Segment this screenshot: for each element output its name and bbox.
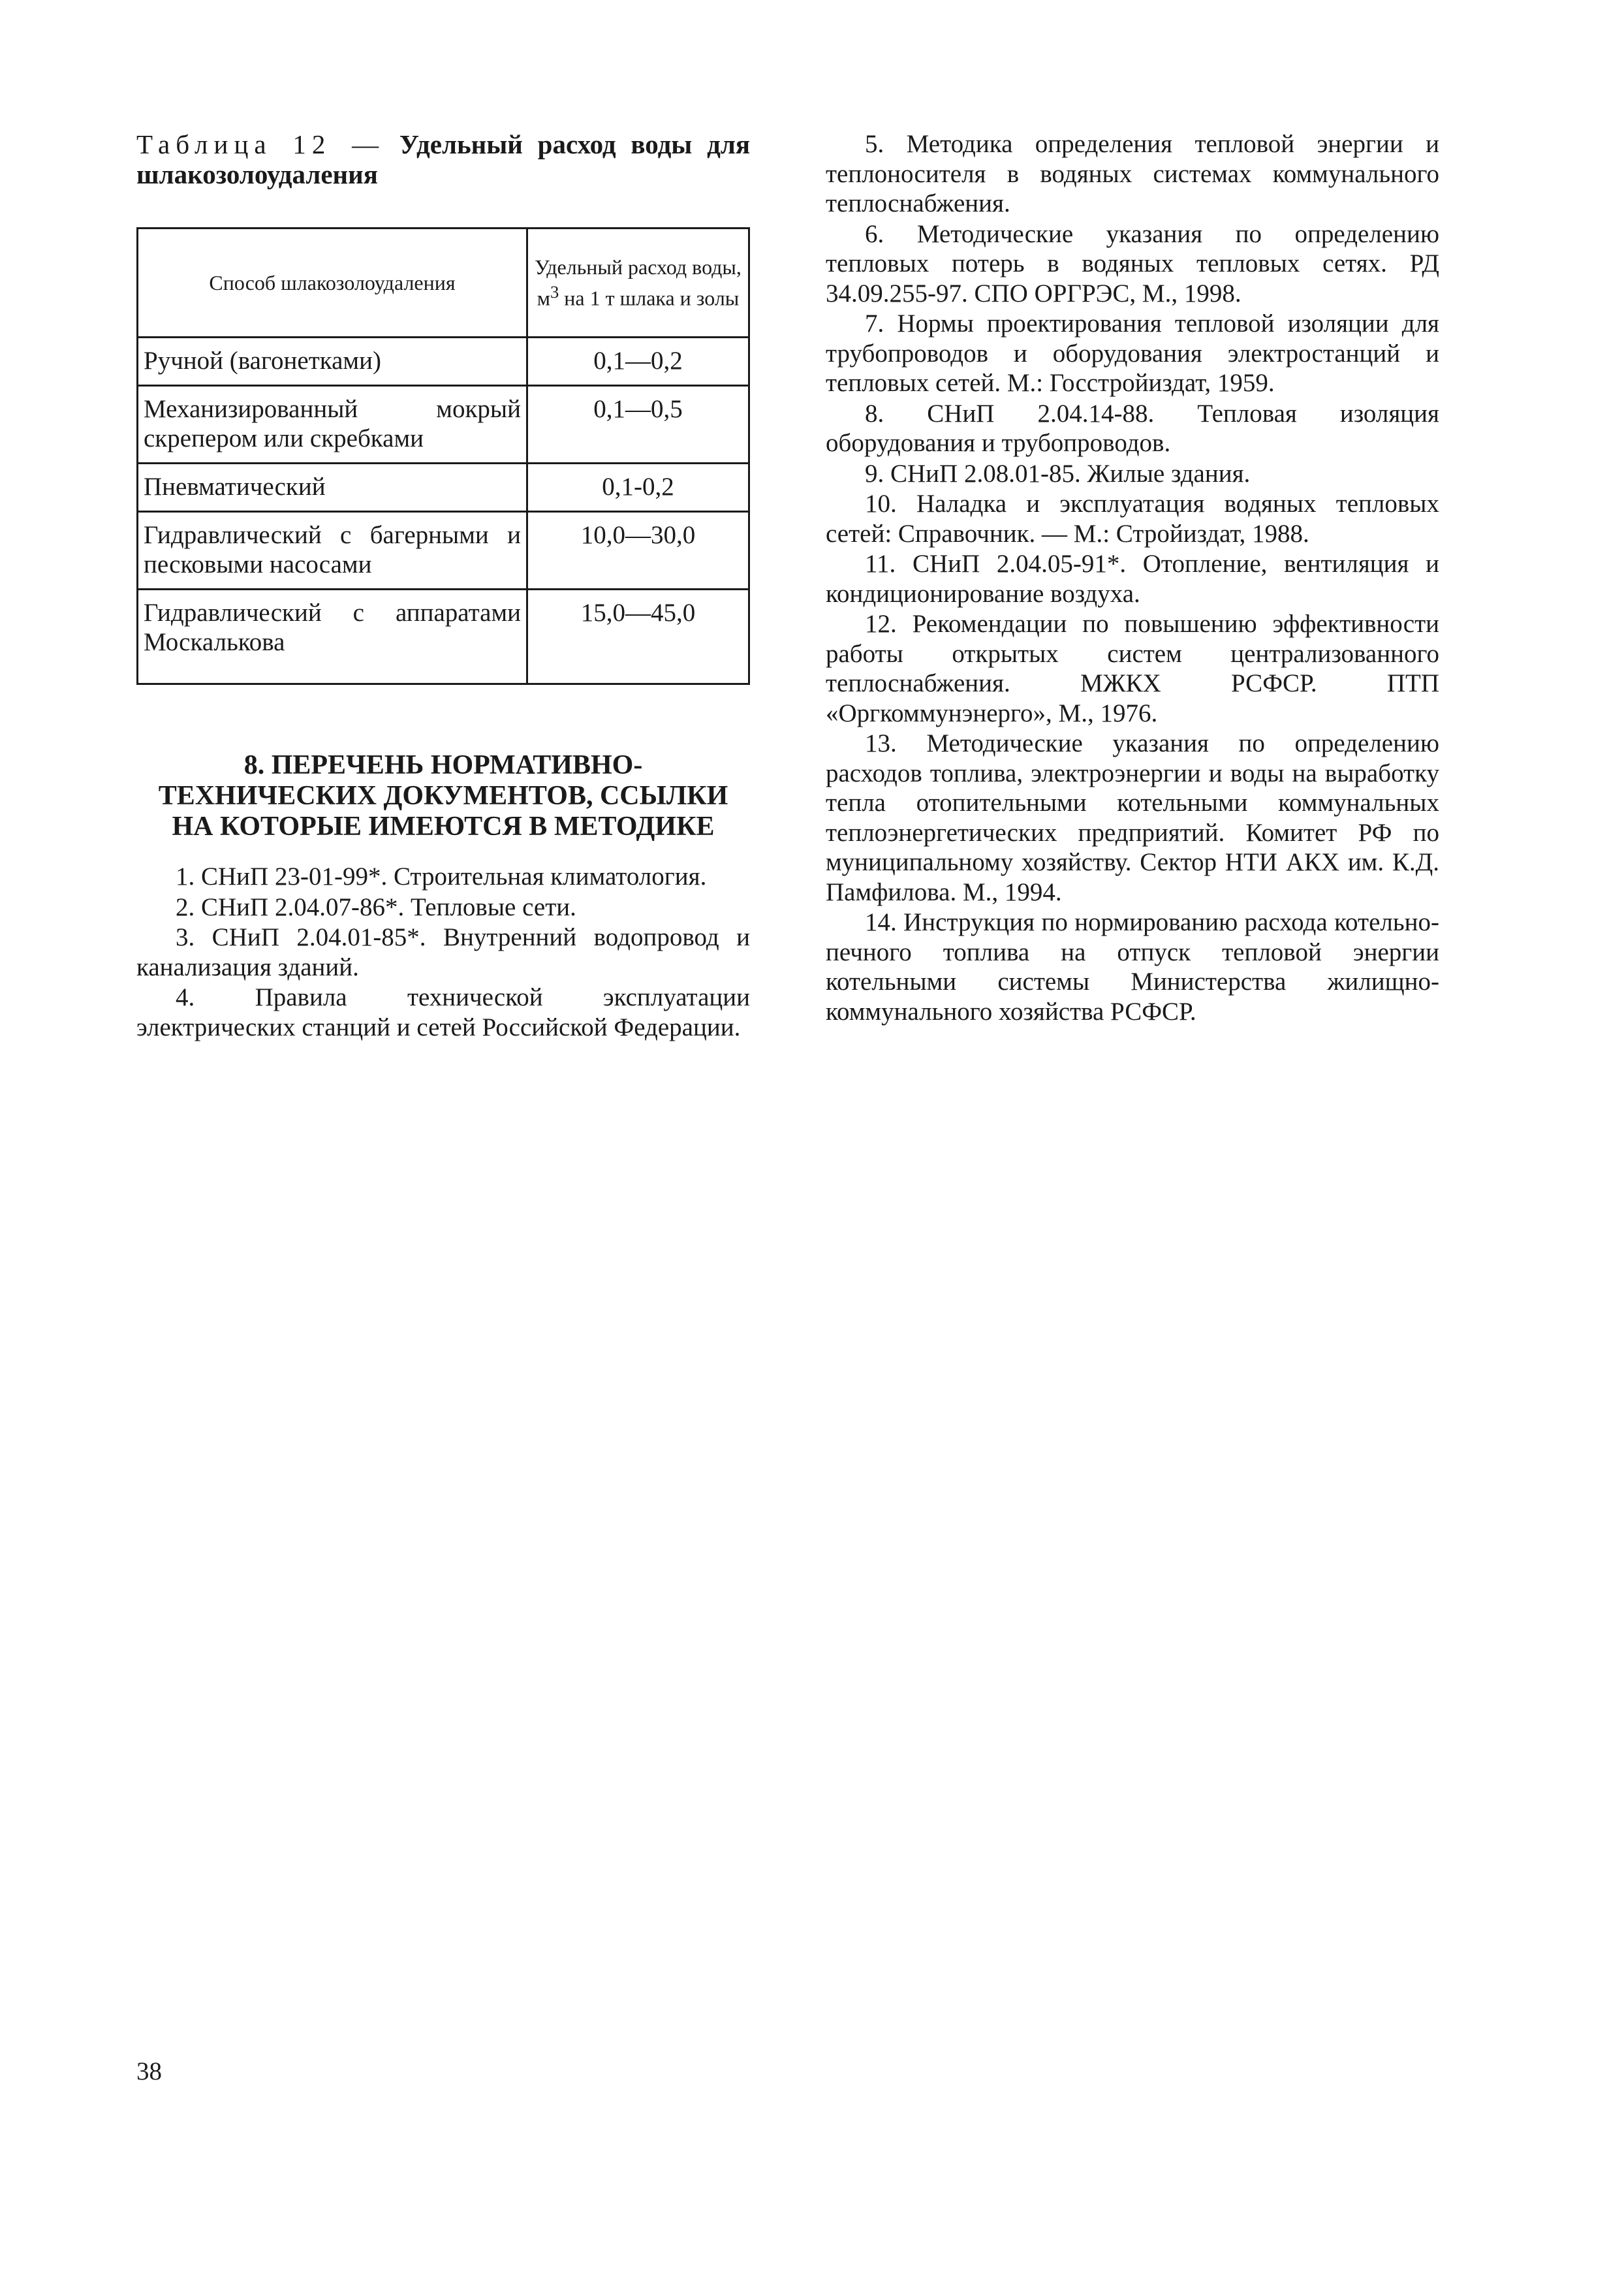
water-consumption-table — [136, 227, 750, 685]
table-header-consumption-text-2: на 1 т шлака и золы — [559, 286, 740, 310]
reference-item: 4. Правила технической эксплуатации электрических станций и сетей Российской Федерации. — [136, 983, 750, 1041]
table-cell-method: Механизированный мокрый скрепером или скребками — [138, 386, 527, 464]
reference-item: 6. Методические указания по определению тепловых потерь в водяных тепловых сетях. РД 34.09.255-97. СПО ОРГРЭС, М., 1998. — [826, 219, 1439, 308]
table-header-consumption-text: Удельный расход воды, м — [535, 255, 742, 310]
table-caption — [136, 129, 750, 189]
section-heading: 8. ПЕРЕЧЕНЬ НОРМАТИВНО-ТЕХНИЧЕСКИХ ДОКУМЕНТОВ, ССЫЛКИ НА КОТОРЫЕ ИМЕЮТСЯ В МЕТОДИКЕ — [158, 750, 728, 842]
table-header-row — [138, 229, 749, 338]
table-row — [138, 590, 749, 684]
reference-item: 11. СНиП 2.04.05-91*. Отопление, вентиляция и кондиционирование воздуха. — [826, 550, 1439, 608]
table-row — [138, 386, 749, 464]
table-cell-method: Гидравлический с аппаратами Москалькова — [138, 590, 527, 684]
table-caption-label: Таблица 12 — — [136, 129, 385, 159]
table-cell-value: 15,0—45,0 — [527, 590, 749, 684]
table-cell-value: 10,0—30,0 — [527, 512, 749, 590]
table-row — [138, 338, 749, 386]
table-cell-value: 0,1-0,2 — [527, 464, 749, 512]
reference-item: 8. СНиП 2.04.14-88. Тепловая изоляция оборудования и трубопроводов. — [826, 399, 1439, 457]
table-cell-method: Гидравлический с багерными и песковыми насосами — [138, 512, 527, 590]
reference-item: 2. СНиП 2.04.07-86*. Тепловые сети. — [176, 893, 576, 921]
page-number: 38 — [136, 2057, 162, 2085]
table-header-consumption — [527, 229, 749, 338]
table-header-consumption-sup: 3 — [550, 282, 559, 302]
table-row — [138, 512, 749, 590]
reference-item: 3. СНиП 2.04.01-85*. Внутренний водопровод и канализация зданий. — [136, 923, 750, 981]
table-caption-title: Удельный расход воды для шлакозолоудаления — [136, 129, 751, 189]
table-cell-value: 0,1—0,5 — [527, 386, 749, 464]
reference-item: 10. Наладка и эксплуатация водяных тепловых сетей: Справочник. — М.: Стройиздат, 1988. — [826, 490, 1439, 548]
table-cell-method: Пневматический — [138, 464, 527, 512]
right-column — [826, 129, 1439, 1027]
reference-item: 14. Инструкция по нормированию расхода котельно-печного топлива на отпуск тепловой энергии котельными системы Министерства жилищно-коммунального хозяйства РСФСР. — [826, 908, 1439, 1026]
reference-item: 1. СНиП 23-01-99*. Строительная климатология. — [176, 862, 707, 891]
reference-item: 7. Нормы проектирования тепловой изоляции для трубопроводов и оборудования электростанций и тепловых сетей. М.: Госстройиздат, 1959. — [826, 309, 1439, 397]
left-column — [136, 129, 750, 1043]
reference-item: 9. СНиП 2.08.01-85. Жилые здания. — [865, 459, 1251, 488]
table-row — [138, 464, 749, 512]
table-cell-value: 0,1—0,2 — [527, 338, 749, 386]
table-header-method: Способ шлакозолоудаления — [138, 229, 527, 338]
table-cell-method: Ручной (вагонетками) — [138, 338, 527, 386]
reference-item: 12. Рекомендации по повышению эффективности работы открытых систем централизованного теплоснабжения. МЖКХ РСФСР. ПТП «Оргкоммунэнерго», М., 1976. — [826, 610, 1439, 727]
reference-item: 13. Методические указания по определению расходов топлива, электроэнергии и воды на выработку тепла отопительными котельными коммунальных теплоэнергетических предприятий. Комитет РФ по муниципальному хозяйству. Сектор НТИ АКХ им. К.Д. Памфилова. М., 1994. — [826, 729, 1439, 906]
reference-item: 5. Методика определения тепловой энергии и теплоносителя в водяных системах коммунального теплоснабжения. — [826, 130, 1439, 217]
